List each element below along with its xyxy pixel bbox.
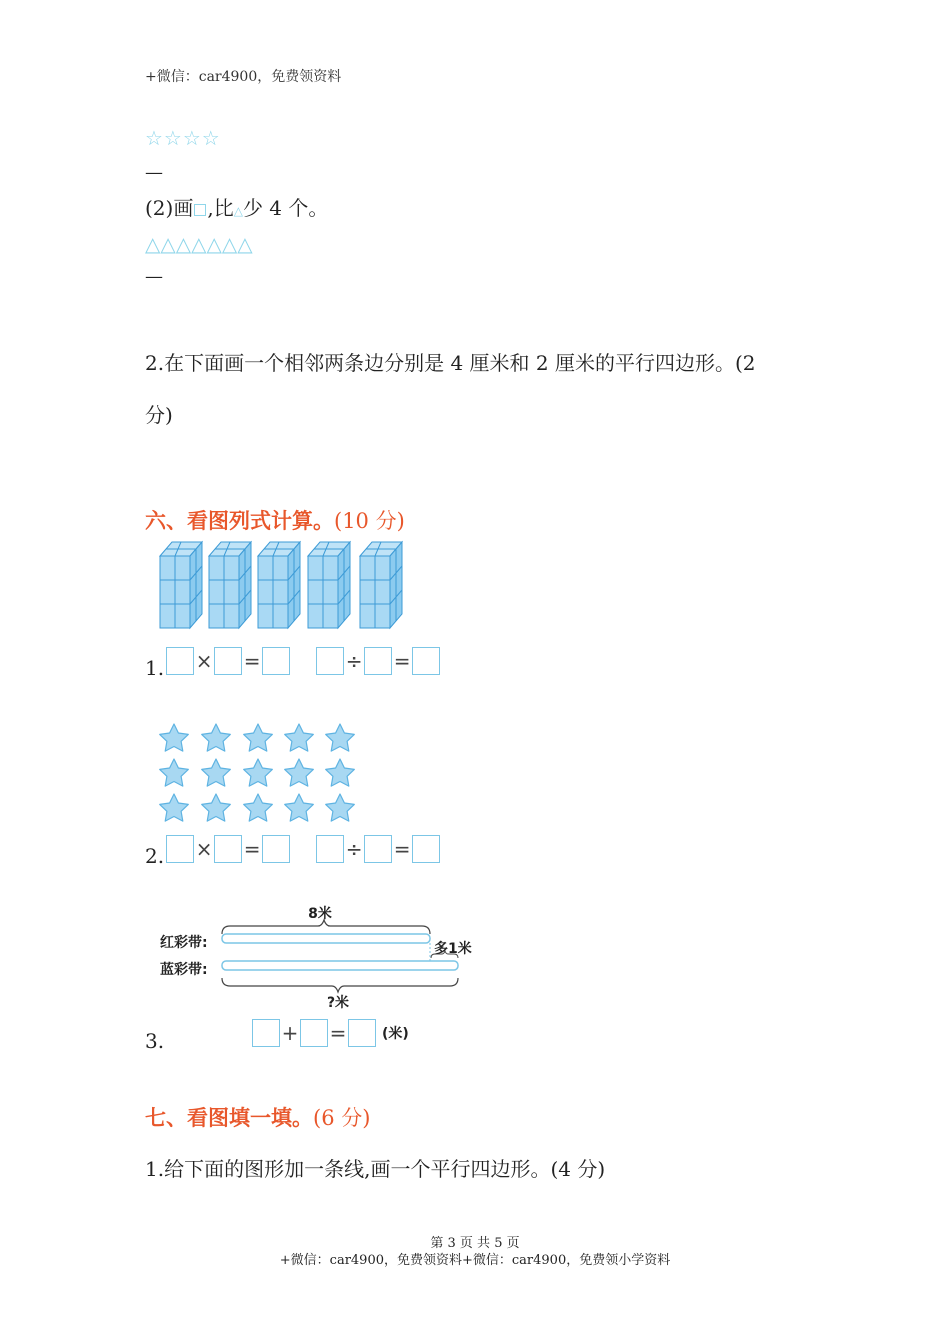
cube-stack [160,542,202,628]
extra-length-label: 多1米 [434,941,472,957]
equation-row-1 [145,642,440,680]
top-brace [222,920,430,934]
answer-box[interactable] [214,835,242,863]
answer-box[interactable] [300,1019,328,1047]
equation-1-label: 1. [145,656,165,680]
star-icon [202,759,231,786]
answer-box[interactable] [316,835,344,863]
page-number: 第 3 页 共 5 页 [430,1236,520,1251]
cube-stack [360,542,402,628]
question-2-line2: 分) [145,403,173,427]
operator: = [243,649,261,673]
blue-ribbon-bar [222,961,458,970]
square-icon [194,204,206,216]
star-icon [285,794,314,821]
header-watermark-note: +微信：car4900，免费领资料 [145,69,342,85]
star-icon [202,724,231,751]
star-icon [326,794,355,821]
star-grid-figure [155,718,365,828]
answer-box[interactable] [166,647,194,675]
answer-box[interactable] [214,647,242,675]
operator: ÷ [345,649,363,673]
star-icon [160,759,189,786]
star-icon [326,724,355,751]
question-1-part-2 [145,192,328,221]
red-ribbon-label: 红彩带: [160,935,208,951]
section-6-heading: 六、看图列式计算。 [145,509,334,533]
answer-box[interactable] [252,1019,280,1047]
cube-stacks-figure [158,538,408,633]
answer-box[interactable] [166,835,194,863]
cube-stack [209,542,251,628]
star-icon [160,724,189,751]
star-icon [326,759,355,786]
answer-box[interactable] [364,647,392,675]
section-7-points: (6 分) [313,1106,371,1130]
answer-box[interactable] [364,835,392,863]
operator: = [329,1021,347,1045]
question-2-line1: 2.在下面画一个相邻两条边分别是 4 厘米和 2 厘米的平行四边形。(2 [145,351,756,375]
q1p2-suffix: 少 4 个。 [242,196,329,220]
red-ribbon-bar [222,934,430,943]
answer-box[interactable] [412,835,440,863]
section-7-title [145,1102,370,1132]
equation-row-3 [252,1019,409,1047]
equation-3-label: 3. [145,1029,165,1053]
q1p2-prefix: (2)画 [145,196,194,220]
operator: × [195,649,213,673]
answer-box[interactable] [316,647,344,675]
triangle-icon: △ [233,204,243,218]
answer-dash-1: — [145,162,163,183]
answer-dash-2: — [145,266,163,287]
star-icon [244,794,273,821]
equation-2-label: 2. [145,844,165,868]
operator: = [393,649,411,673]
ribbon-diagram [150,900,490,1015]
blue-ribbon-label: 蓝彩带: [160,962,208,978]
section-6-title [145,505,405,535]
answer-box[interactable] [412,647,440,675]
top-measure-label: 8米 [308,906,332,922]
section-6-points: (10 分) [334,509,405,533]
operator: × [195,837,213,861]
answer-box[interactable] [348,1019,376,1047]
bottom-brace [222,978,458,992]
star-icon [160,794,189,821]
operator: = [243,837,261,861]
answer-box[interactable] [262,835,290,863]
footer-watermark-note: +微信：car4900，免费领资料+微信：car4900，免费领小学资料 [279,1253,671,1268]
section-7-heading: 七、看图填一填。 [145,1106,313,1130]
operator: + [281,1021,299,1045]
operator: ÷ [345,837,363,861]
operator: = [393,837,411,861]
star-icon [285,759,314,786]
cube-stack [308,542,350,628]
bottom-measure-label: ?米 [326,995,350,1011]
q1p2-middle: ,比 [207,196,234,220]
unit-label: (米) [382,1026,409,1042]
answer-box[interactable] [262,647,290,675]
hollow-stars-row: ☆☆☆☆ [145,126,221,150]
star-icon [202,794,231,821]
star-icon [285,724,314,751]
section-7-question-1: 1.给下面的图形加一条线,画一个平行四边形。(4 分) [145,1157,606,1181]
cube-stack [258,542,300,628]
triangles-row: △△△△△△△ [145,232,253,256]
star-icon [244,724,273,751]
star-icon [244,759,273,786]
equation-row-2 [145,830,440,868]
